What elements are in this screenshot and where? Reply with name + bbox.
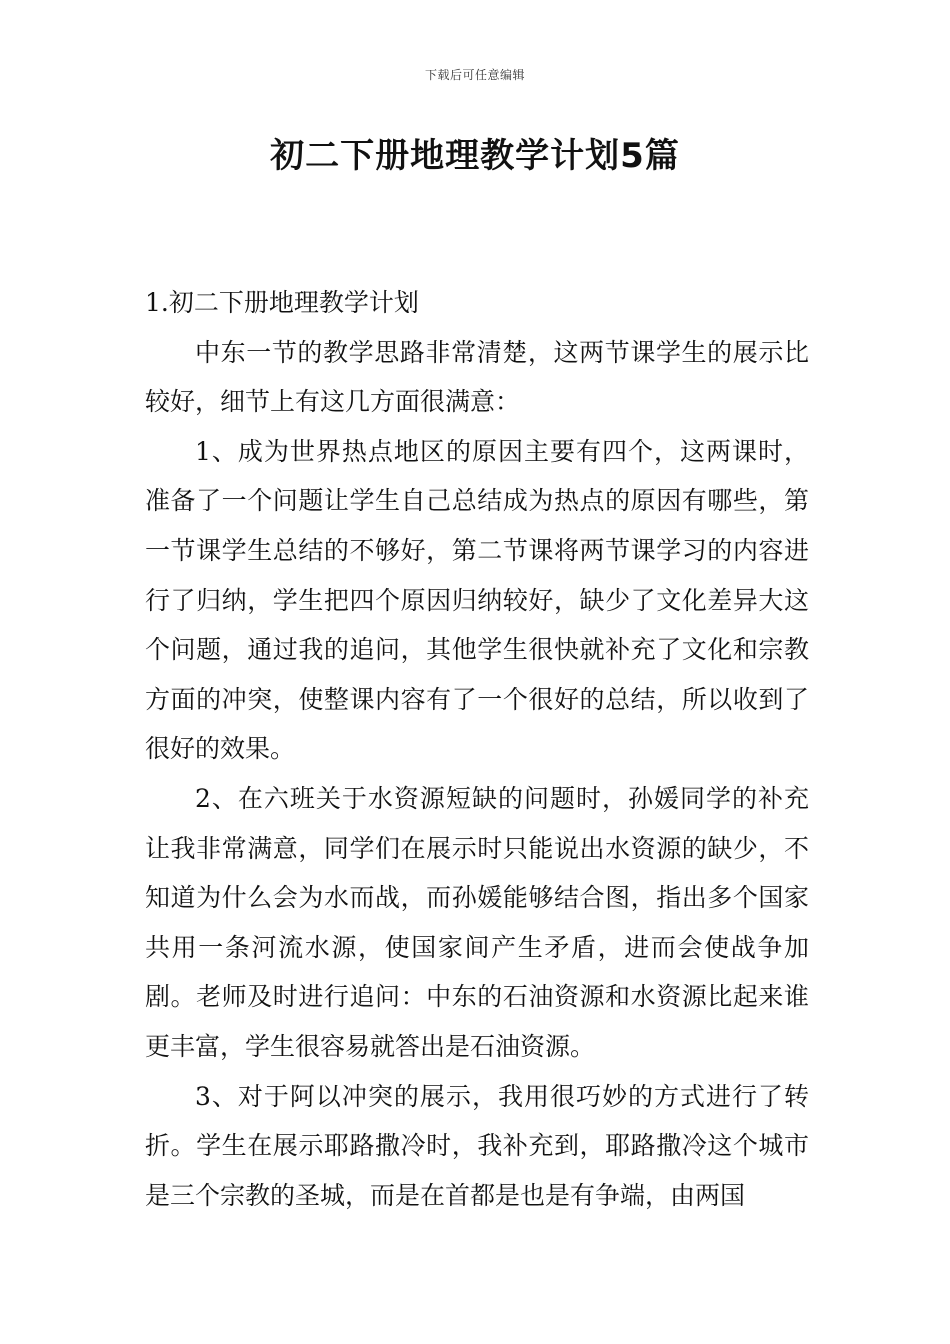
document-title: 初二下册地理教学计划5篇: [270, 136, 680, 176]
paragraph-point-2: 2、在六班关于水资源短缺的问题时，孙媛同学的补充让我非常满意，同学们在展示时只能说出水资源的缺少，不知道为什么会为水而战，而孙媛能够结合图，指出多个国家共用一条河流水源，使国家间产生矛盾，进而会使战争加剧。老师及时进行追问：中东的石油资源和水资源比起来谁更丰富，学生很容易就答出是石油资源。: [145, 783, 809, 1061]
header-note: 下载后可任意编辑: [424, 68, 525, 82]
paragraph-intro: 中东一节的教学思路非常清楚，这两节课学生的展示比较好，细节上有这几方面很满意：: [145, 337, 809, 417]
paragraph-point-3: 3、对于阿以冲突的展示，我用很巧妙的方式进行了转折。学生在展示耶路撒冷时，我补充到，耶路撒冷这个城市是三个宗教的圣城，而是在首都是也是有争端，由两国: [145, 1081, 809, 1210]
document-body: [145, 278, 809, 1220]
section-heading: 1.初二下册地理教学计划: [145, 288, 419, 317]
paragraph-point-1: 1、成为世界热点地区的原因主要有四个，这两课时，准备了一个问题让学生自己总结成为热点的原因有哪些，第一节课学生总结的不够好，第二节课将两节课学习的内容进行了归纳，学生把四个原因归纳较好，缺少了文化差异大这个问题，通过我的追问，其他学生很快就补充了文化和宗教方面的冲突，使整课内容有了一个很好的总结，所以收到了很好的效果。: [145, 436, 809, 764]
